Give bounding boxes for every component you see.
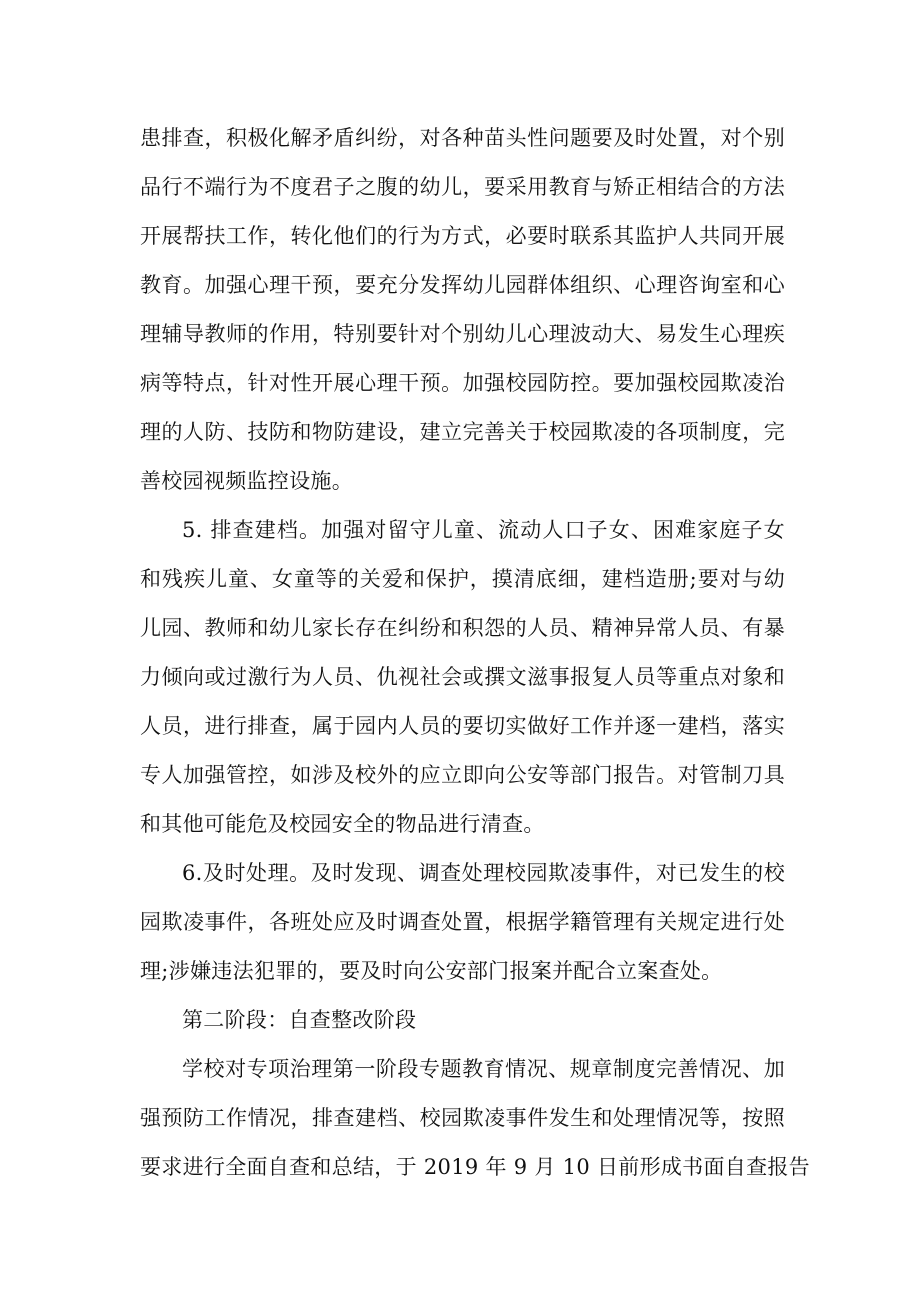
text-line: 理的人防、技防和物防建设，建立完善关于校园欺凌的各项制度，完 xyxy=(140,420,785,444)
text-line: 园欺凌事件，各班处应及时调查处置，根据学籍管理有关规定进行处 xyxy=(140,910,785,934)
text-line: 理辅导教师的作用，特别要针对个别幼儿心理波动大、易发生心理疾 xyxy=(140,322,785,346)
text-line: 病等特点，针对性开展心理干预。加强校园防控。要加强校园欺凌治 xyxy=(140,371,785,395)
text-line: 儿园、教师和幼儿家长存在纠纷和积怨的人员、精神异常人员、有暴 xyxy=(140,616,785,640)
text-line: 教育。加强心理干预，要充分发挥幼儿园群体组织、心理咨询室和心 xyxy=(140,273,785,297)
text-line: 和其他可能危及校园安全的物品进行清查。 xyxy=(140,812,545,836)
text-line: 要求进行全面自查和总结，于 2019 年 9 月 10 日前形成书面自查报告 xyxy=(140,1155,810,1179)
text-line: 力倾向或过激行为人员、仇视社会或撰文滋事报复人员等重点对象和 xyxy=(140,665,785,689)
paragraph-item-6 xyxy=(140,849,785,996)
section-heading: 第二阶段：自查整改阶段 xyxy=(182,1008,417,1032)
text-line: 5. 排查建档。加强对留守儿童、流动人口子女、困难家庭子女 xyxy=(182,518,785,542)
text-line: 强预防工作情况，排查建档、校园欺凌事件发生和处理情况等，按照 xyxy=(140,1106,785,1130)
section-heading-stage-2 xyxy=(140,996,785,1045)
document-body xyxy=(140,114,810,1192)
text-line: 专人加强管控，如涉及校外的应立即向公安等部门报告。对管制刀具 xyxy=(140,763,785,787)
paragraph-self-check xyxy=(140,1045,810,1192)
text-line: 患排查，积极化解矛盾纠纷，对各种苗头性问题要及时处置，对个别 xyxy=(140,126,785,150)
text-line: 开展帮扶工作，转化他们的行为方式，必要时联系其监护人共同开展 xyxy=(140,224,785,248)
text-line: 理;涉嫌违法犯罪的，要及时向公安部门报案并配合立案查处。 xyxy=(140,959,723,983)
text-line: 人员，进行排查，属于园内人员的要切实做好工作并逐一建档，落实 xyxy=(140,714,785,738)
paragraph-prevention xyxy=(140,114,785,506)
text-line: 6.及时处理。及时发现、调查处理校园欺凌事件，对已发生的校 xyxy=(182,861,785,885)
paragraph-item-5 xyxy=(140,506,785,849)
text-line: 品行不端行为不度君子之腹的幼儿，要采用教育与矫正相结合的方法 xyxy=(140,175,785,199)
text-line: 和残疾儿童、女童等的关爱和保护，摸清底细，建档造册;要对与幼 xyxy=(140,567,785,591)
text-line: 善校园视频监控设施。 xyxy=(140,469,353,493)
text-line: 学校对专项治理第一阶段专题教育情况、规章制度完善情况、加 xyxy=(182,1057,785,1081)
